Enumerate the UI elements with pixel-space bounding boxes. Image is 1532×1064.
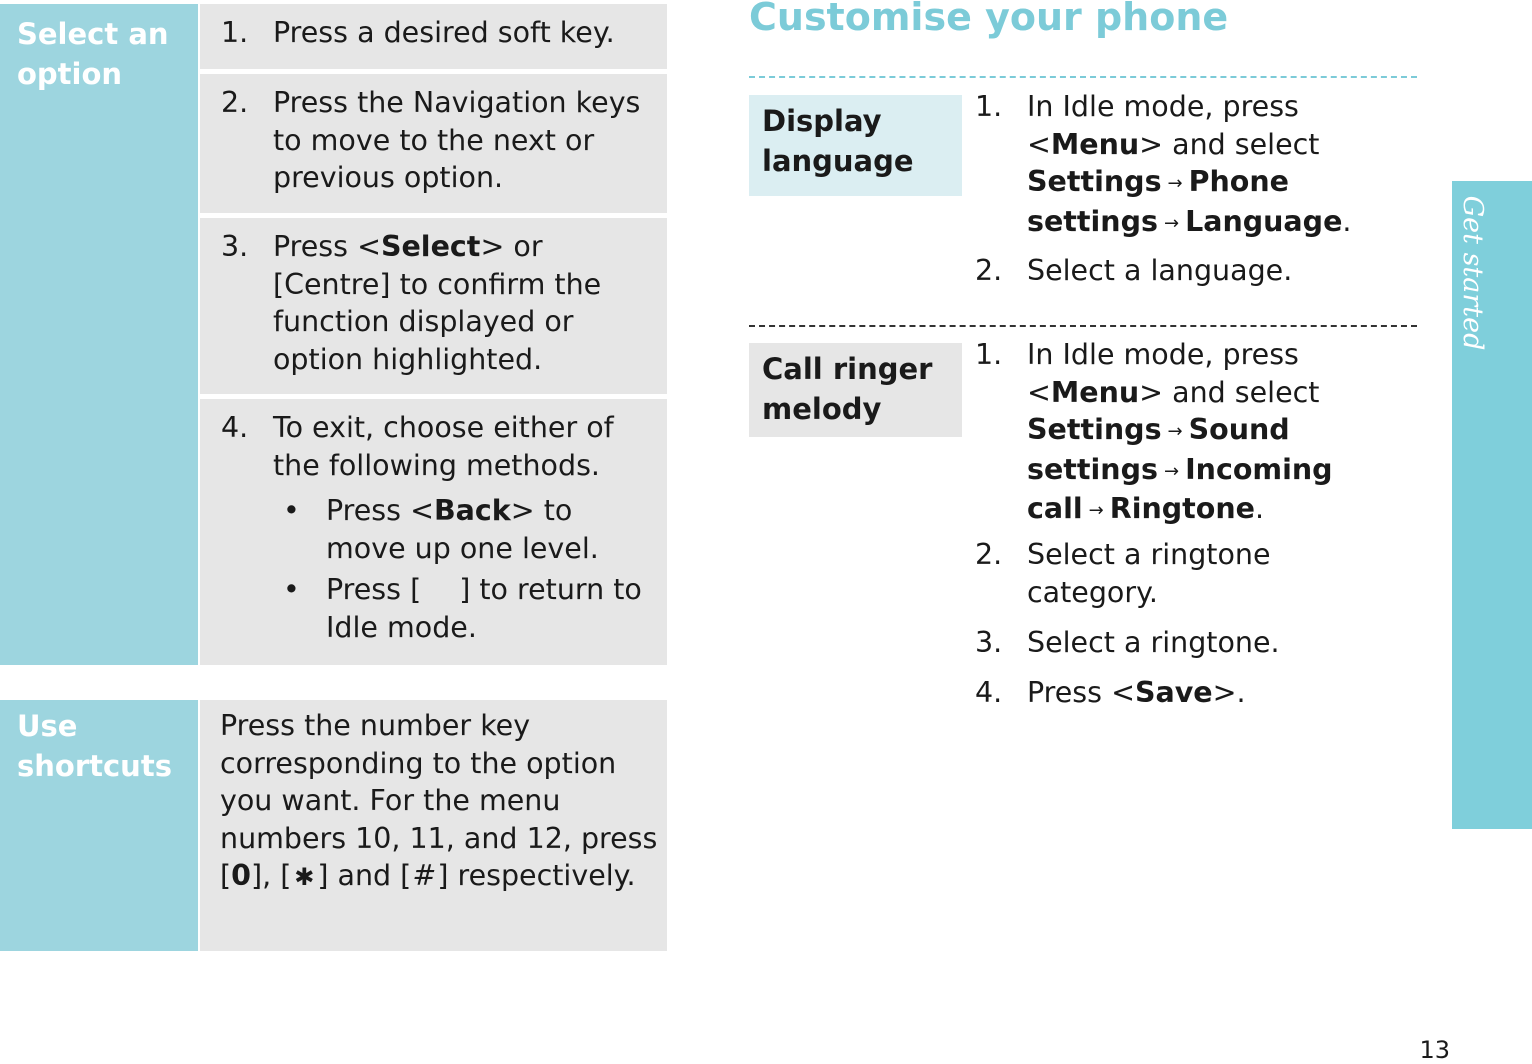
page-number: 13	[1419, 1036, 1450, 1064]
incoming-call-label: Incoming call	[1027, 452, 1333, 525]
ringer-s1-mid: > and select	[1139, 375, 1320, 409]
arrow-right-icon: →	[1163, 212, 1180, 234]
back-key-label: Back	[433, 494, 511, 527]
arrow-right-icon: →	[1163, 460, 1180, 482]
step-3-text	[273, 228, 653, 378]
menu-key-label: Menu	[1050, 375, 1140, 409]
bullet-end-post: ] to return to Idle mode.	[326, 573, 642, 644]
shortcuts-text-3: ] and [	[317, 859, 412, 892]
call-ringer-label: Call ringer melody	[762, 352, 933, 426]
bullet-back-pre: Press <	[326, 494, 434, 527]
step-1-number: 1.	[221, 16, 249, 49]
display-step-2-text: Select a language.	[1027, 254, 1293, 287]
display-s1-pre: In Idle mode, press <	[1027, 90, 1299, 161]
select-option-label: Select an option	[17, 17, 169, 91]
step-3-post: > or [Centre] to confirm the function displayed or option highlighted.	[273, 230, 602, 376]
phone-settings-label: Phone settings	[1027, 165, 1290, 238]
zero-key-label: 0	[231, 859, 251, 892]
ringer-step-3-number: 3.	[975, 626, 1003, 659]
ringer-step-4-text	[1027, 674, 1412, 712]
star-key-icon: ✱	[294, 863, 315, 891]
step-3-pre: Press <	[273, 230, 381, 263]
shortcuts-text-1: Press the number key corresponding to the option you want. For the menu numbers 10, 11, and 12, press [	[220, 709, 658, 892]
step-3-number: 3.	[221, 230, 249, 263]
bullet-dot-icon: •	[283, 494, 300, 527]
page-title: Customise your phone	[749, 0, 1229, 39]
bullet-end-text	[326, 571, 646, 646]
bullet-back-post: > to move up one level.	[326, 494, 599, 565]
settings-menu-label: Settings	[1027, 413, 1162, 446]
ringtone-label: Ringtone	[1109, 492, 1255, 525]
select-option-label-cell	[0, 4, 198, 665]
menu-key-label: Menu	[1050, 127, 1140, 161]
arrow-right-icon: →	[1088, 500, 1104, 521]
display-language-label: Display language	[762, 104, 914, 178]
ringer-step-2-text: Select a ringtone category.	[1027, 538, 1271, 609]
ringer-step-4-number: 4.	[975, 676, 1003, 709]
ringer-step-1-number: 1.	[975, 338, 1003, 371]
ringer-step-3-text: Select a ringtone.	[1027, 626, 1280, 659]
arrow-right-icon: →	[1167, 173, 1183, 194]
bullet-end-pre: Press [	[326, 573, 422, 606]
ringer-step-2-number: 2.	[975, 538, 1003, 571]
save-key-label: Save	[1134, 676, 1213, 709]
settings-menu-label: Settings	[1027, 165, 1162, 198]
sound-settings-label: Sound settings	[1027, 413, 1290, 486]
shortcuts-text-4: ] respectively.	[437, 859, 636, 892]
step-2-number: 2.	[221, 86, 249, 119]
display-s1-mid: > and select	[1139, 127, 1320, 161]
step-4-text: To exit, choose either of the following methods.	[273, 411, 614, 482]
ringer-s4-pre: Press <	[1027, 676, 1135, 709]
ringer-step-1-text: In Idle mode, press <Menu> and select Settings → Sound settings → Incoming call → Ringtone.	[1027, 338, 1333, 525]
side-tab-label: Get started	[1457, 195, 1488, 351]
step-1-text: Press a desired soft key.	[273, 16, 615, 49]
shortcuts-text	[220, 707, 660, 897]
shortcuts-text-2: ], [	[250, 859, 292, 892]
display-step-1-text: In Idle mode, press <Menu> and select Settings → Phone settings → Language.	[1027, 90, 1352, 238]
step-4-number: 4.	[221, 411, 249, 444]
step-2-text: Press the Navigation keys to move to the next or previous option.	[273, 86, 641, 194]
ringer-s4-post: >.	[1212, 676, 1246, 709]
bullet-back-text	[326, 492, 646, 567]
display-step-2-number: 2.	[975, 254, 1003, 287]
display-step-1-number: 1.	[975, 90, 1003, 123]
shortcuts-label: Use shortcuts	[17, 709, 172, 783]
bullet-dot-icon: •	[283, 573, 300, 606]
section-dashed-divider	[749, 325, 1417, 327]
title-dashed-divider	[749, 76, 1417, 78]
hash-key-icon: #	[412, 859, 437, 892]
arrow-right-icon: →	[1167, 421, 1183, 442]
select-key-label: Select	[380, 230, 481, 263]
language-label: Language	[1185, 204, 1343, 238]
ringer-s1-pre: In Idle mode, press <	[1027, 338, 1299, 409]
